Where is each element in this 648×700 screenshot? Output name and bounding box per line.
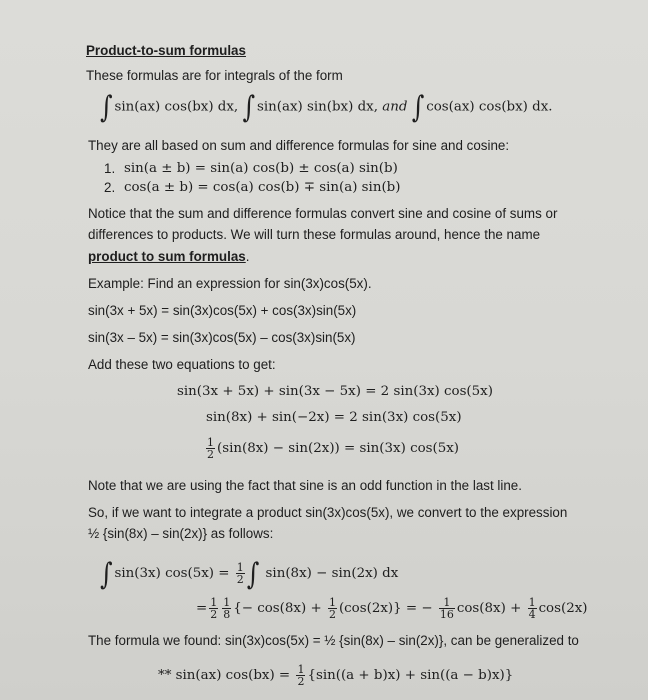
and-word: and: [382, 99, 408, 115]
result-equation-2: sin(8x) + sin(−2x) = 2 sin(3x) cos(5x): [206, 410, 462, 425]
formula-number: 1.: [104, 161, 116, 176]
fraction: $\frac{1}{2}$: [210, 596, 218, 621]
formula-2: cos(a ± b) = cos(a) cos(b) ∓ sin(a) sin(b): [124, 180, 401, 195]
integral-2: sin(ax) sin(bx) dx,: [256, 99, 378, 115]
integrate-text: ½ {sin(8x) – sin(2x)} as follows:: [88, 526, 274, 541]
fraction: $\frac{1}{2}$: [236, 561, 244, 586]
integral-3: cos(ax) cos(bx) dx.: [426, 99, 553, 115]
integral-sign-icon: ∫: [242, 89, 255, 125]
integral-sign-icon: ∫: [246, 556, 260, 591]
example-prompt: Example: Find an expression for sin(3x)cos(5x).: [88, 276, 372, 291]
page-title: Product-to-sum formulas: [86, 43, 246, 58]
integral-sign-icon: ∫: [100, 556, 113, 591]
fraction: $\frac{1}{2}$: [297, 663, 305, 688]
example-equation: sin(3x + 5x) = sin(3x)cos(5x) + cos(3x)sin(5x): [88, 303, 357, 318]
result-equation-3: $\frac{1}{2}$ (sin(8x) − sin(2x)) = sin(3x) cos(5x): [207, 436, 460, 461]
odd-function-note: Note that we are using the fact that sine is an odd function in the last line.: [88, 478, 522, 493]
formula-1: sin(a ± b) = sin(a) cos(b) ± cos(a) sin(b): [124, 161, 398, 176]
general-text: The formula we found: sin(3x)cos(5x) = ½ {sin(8x) – sin(2x)}, can be generalized to: [88, 633, 579, 648]
fraction: $\frac{1}{16}$: [439, 596, 454, 621]
integral-calc-line-2: = $\frac{1}{2}$ $\frac{1}{8}$ {− cos(8x) + $\frac{1}{2}$ (cos(2x)} = − $\frac{1}{16}$ cos(8x) + $\frac{1}{4}$ cos(2x): [196, 596, 588, 621]
fraction: $\frac{1}{8}$: [223, 596, 231, 621]
formula-number: 2.: [104, 180, 116, 195]
integral-calc-line-1: ∫ sin(3x) cos(5x) = $\frac{1}{2}$ ∫ sin(8x) − sin(2x) dx: [100, 556, 399, 591]
integral-forms: [100, 89, 553, 125]
result-equation-1: sin(3x + 5x) + sin(3x − 5x) = 2 sin(3x) cos(5x): [177, 384, 493, 399]
integral-1: sin(ax) cos(bx) dx,: [114, 99, 239, 115]
notice-line: Notice that the sum and difference formulas convert sine and cosine of sums or: [88, 206, 558, 221]
add-text: Add these two equations to get:: [88, 357, 276, 372]
general-formula: ** sin(ax) cos(bx) = $\frac{1}{2}$ {sin((a + b)x) + sin((a − b)x)}: [158, 663, 514, 688]
fraction: $\frac{1}{2}$: [328, 596, 336, 621]
basis-text: They are all based on sum and difference formulas for sine and cosine:: [88, 138, 510, 153]
integral-sign-icon: ∫: [100, 89, 113, 125]
term-link: product to sum formulas: [88, 249, 246, 264]
integral-sign-icon: ∫: [411, 89, 425, 125]
integrate-text: So, if we want to integrate a product sin(3x)cos(5x), we convert to the expression: [88, 505, 568, 520]
notice-line: differences to products. We will turn these formulas around, hence the name: [88, 227, 541, 242]
example-equation: sin(3x – 5x) = sin(3x)cos(5x) – cos(3x)sin(5x): [88, 330, 356, 345]
fraction: $\frac{1}{2}$: [207, 436, 214, 461]
fraction: $\frac{1}{4}$: [528, 596, 536, 621]
intro-text: These formulas are for integrals of the form: [86, 68, 343, 83]
notice-line-3: product to sum formulas.: [88, 249, 250, 264]
